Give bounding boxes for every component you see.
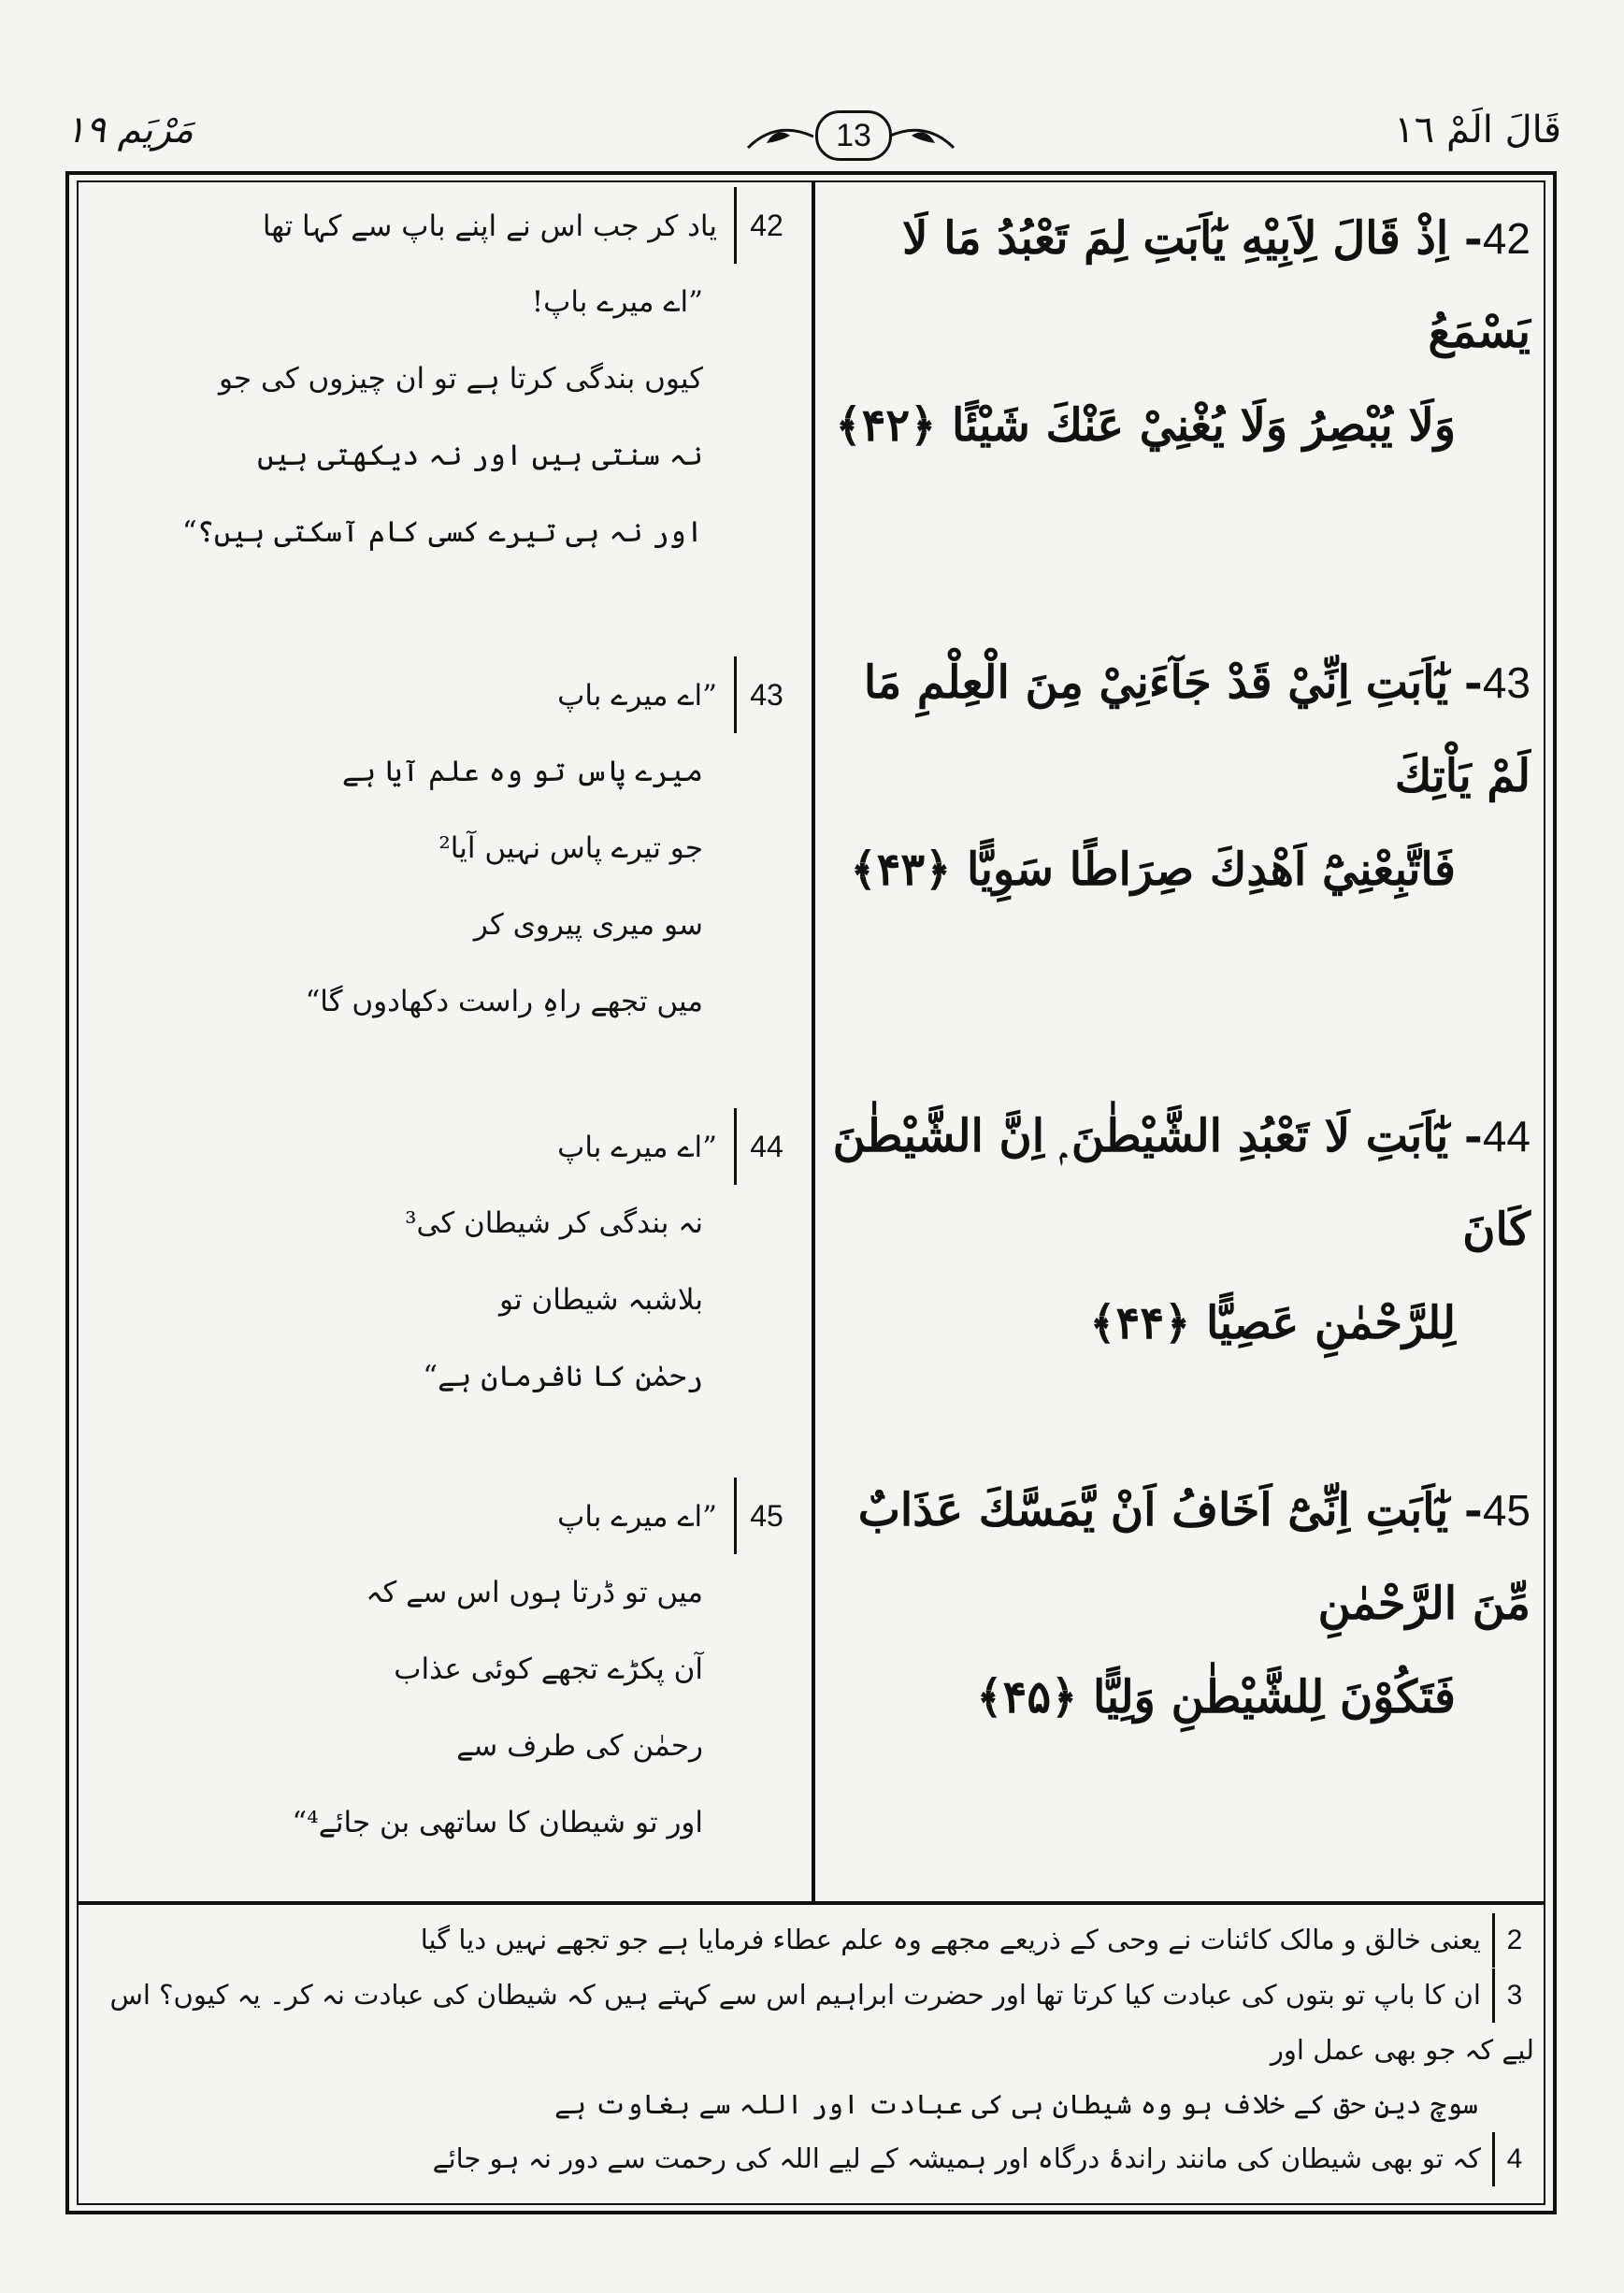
verse-42: 42- اِذْ قَالَ لِاَبِيْهِ يٰٓاَبَتِ لِمَ تَعْبُدُ مَا لَا يَسْمَعُ وَلَا يُبْصِرُ وَلَا يُغْنِيْ عَنْكَ شَيْئًا ﴿۴۲﴾ — [820, 192, 1531, 472]
translation-line: کیوں بندگی کرتا ہے تو ان چیزوں کی جو — [219, 362, 703, 396]
verse-44: 44- يٰٓاَبَتِ لَا تَعْبُدِ الشَّيْطٰنَ ۭ اِنَّ الشَّيْطٰنَ كَانَ لِلرَّحْمٰنِ عَصِيًّا ﴿۴۴﴾ — [820, 1089, 1531, 1370]
translation-line: ”اے میرے باپ! — [531, 285, 703, 319]
translation-number: 43 — [734, 656, 797, 733]
translation-number: 44 — [734, 1108, 797, 1185]
translation-line: جو تیرے پاس نہیں آیا² — [438, 831, 703, 865]
translation-45 — [86, 1478, 797, 1861]
translation-line: میں تو ڈرتا ہوں اس سے کہ — [366, 1576, 703, 1609]
verse-line: وَلَا يُبْصِرُ وَلَا يُغْنِيْ عَنْكَ شَيْئًا ﴿۴۲﴾ — [835, 399, 1456, 452]
translation-42 — [86, 187, 797, 570]
footnote-number: 3 — [1492, 1969, 1534, 2023]
verse-number: 44 — [1482, 1112, 1531, 1161]
translation-line: یاد کر جب اس نے اپنے باپ سے کہا تھا — [262, 209, 717, 243]
verse-line: يٰٓاَبَتِ لَا تَعْبُدِ الشَّيْطٰنَ ۭ اِنَّ الشَّيْطٰنَ كَانَ — [832, 1110, 1531, 1256]
footnotes — [90, 1912, 1534, 2186]
translation-44 — [86, 1108, 797, 1415]
footnote-text: یعنی خالق و مالک کائنات نے وحی کے ذریعے مجھے وہ علم عطاء فرمایا ہے جو تجھے نہیں دیا گیا — [420, 1924, 1481, 1955]
footnote-text: ان کا باپ تو بتوں کی عبادت کیا کرتا تھا اور حضرت ابراہیم اس سے کہتے ہیں کہ شیطان کی عبادت نہ کر۔ یہ کیوں؟ اس لیے کہ جو بھی عمل اور — [109, 1979, 1534, 2066]
translation-line: رحمٰن کا نافرمان ہے“ — [423, 1360, 703, 1393]
translation-line: بلاشبہ شیطان تو — [499, 1283, 703, 1317]
verse-43: 43- يٰٓاَبَتِ اِنِّيْ قَدْ جَآءَنِيْ مِنَ الْعِلْمِ مَا لَمْ يَاْتِكَ فَاتَّبِعْنِيْٓ اَهْدِكَ صِرَاطًا سَوِيًّا ﴿۴۳﴾ — [820, 636, 1531, 916]
translation-line: ”اے میرے باپ — [557, 1131, 717, 1164]
footnote-number: 2 — [1492, 1913, 1534, 1968]
verse-line: يٰٓاَبَتِ اِنِّيْ قَدْ جَآءَنِيْ مِنَ الْعِلْمِ مَا لَمْ يَاْتِكَ — [863, 656, 1531, 802]
translation-number: 42 — [734, 187, 797, 264]
translation-line: اور تو شیطان کا ساتھی بن جائے⁴“ — [292, 1806, 703, 1839]
translation-line: آن پکڑے تجھے کوئی عذاب — [394, 1652, 703, 1686]
translation-line: نہ بندگی کر شیطان کی³ — [405, 1206, 703, 1240]
juz-title: قَالَ الَمْ ١٦ — [1394, 108, 1561, 151]
translation-43 — [86, 656, 797, 1040]
translation-line: میں تجھے راہِ راست دکھادوں گا“ — [305, 985, 703, 1018]
page-number-ornament — [739, 101, 963, 166]
footnote-text: کہ تو بھی شیطان کی مانند راندۂ درگاہ اور ہمیشہ کے لیے اللہ کی رحمت سے دور نہ ہو جائے — [432, 2142, 1481, 2174]
translation-line: سو میری پیروی کر — [473, 908, 703, 942]
surah-title: مَرْيَم ١٩ — [65, 108, 194, 151]
translation-line: اور نہ ہی تیرے کسی کام آسکتی ہیں؟“ — [181, 515, 703, 549]
translation-line: ”اے میرے باپ — [557, 1500, 717, 1534]
page-number: 13 — [815, 110, 892, 161]
verse-line: فَاتَّبِعْنِيْٓ اَهْدِكَ صِرَاطًا سَوِيًّا ﴿۴۳﴾ — [850, 844, 1456, 896]
page-header — [65, 101, 1561, 176]
column-divider — [812, 180, 815, 1901]
verse-line: يٰٓاَبَتِ اِنِّىْٓ اَخَافُ اَنْ يَّمَسَّكَ عَذَابٌ مِّنَ الرَّحْمٰنِ — [857, 1484, 1531, 1630]
translation-line: ”اے میرے باپ — [557, 679, 717, 713]
footnote-divider — [77, 1901, 1545, 1905]
footnote — [90, 2131, 1534, 2186]
verse-number: 45 — [1482, 1486, 1531, 1535]
verse-line: فَتَكُوْنَ لِلشَّيْطٰنِ وَلِيًّا ﴿۴۵﴾ — [976, 1671, 1456, 1723]
verse-number: 42 — [1482, 214, 1531, 263]
translation-number: 45 — [734, 1478, 797, 1554]
translation-line: میرے پاس تو وہ علم آیا ہے — [341, 755, 703, 788]
footnote-number: 4 — [1492, 2132, 1534, 2186]
verse-line: اِذْ قَالَ لِاَبِيْهِ يٰٓاَبَتِ لِمَ تَعْبُدُ مَا لَا يَسْمَعُ — [902, 212, 1531, 358]
verse-number: 43 — [1482, 658, 1531, 707]
translation-line: رحمٰن کی طرف سے — [456, 1729, 703, 1763]
verse-45: 45- يٰٓاَبَتِ اِنِّىْٓ اَخَافُ اَنْ يَّمَسَّكَ عَذَابٌ مِّنَ الرَّحْمٰنِ فَتَكُوْنَ لِلشَّيْطٰنِ وَلِيًّا ﴿۴۵﴾ — [820, 1464, 1531, 1744]
footnote — [90, 1912, 1534, 1968]
footnote-continuation: سوچ دینِ حق کے خلاف ہو وہ شیطان ہی کی عبادت اور اللہ سے بغاوت ہے — [554, 2088, 1478, 2120]
verse-line: لِلرَّحْمٰنِ عَصِيًّا ﴿۴۴﴾ — [1089, 1297, 1456, 1349]
translation-line: نہ سنتی ہیں اور نہ دیکھتی ہیں — [257, 439, 703, 472]
footnote — [90, 1968, 1534, 2077]
